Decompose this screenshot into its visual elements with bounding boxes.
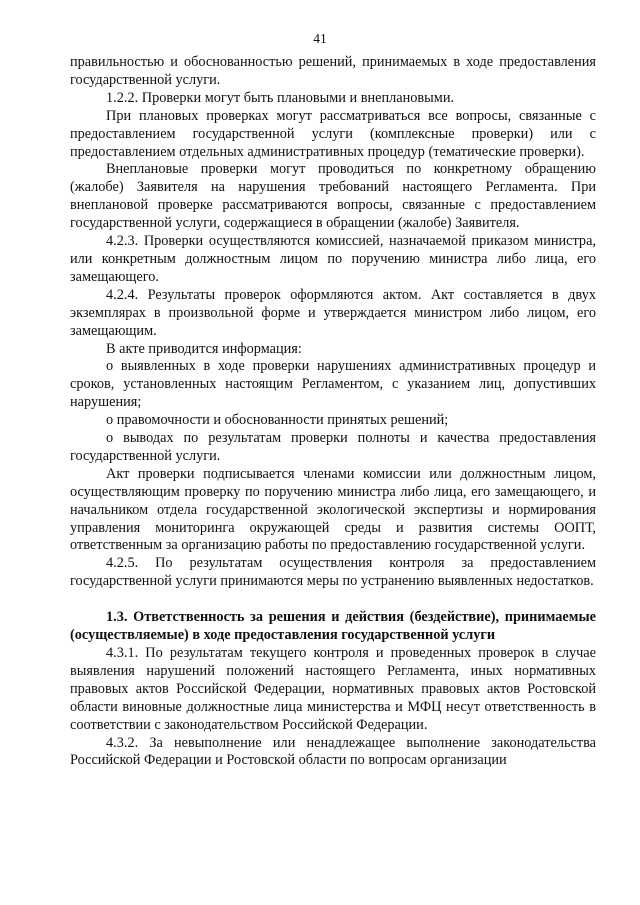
paragraph: 4.3.1. По результатам текущего контроля и проведенных проверок в случае выявления нарушений положений настоящего Регламента, иных нормативных правовых актов Российской Федерации, нормативных правовых актов Ростовской области виновные должностные лица министерства и МФЦ несут ответственность в соответствии с законодательством Российской Федерации. bbox=[70, 645, 596, 733]
paragraph: 4.2.3. Проверки осуществляются комиссией, назначаемой приказом министра, или конкретным должностным лицом по поручению министра либо лица, его замещающего. bbox=[70, 233, 596, 285]
paragraph: 4.2.4. Результаты проверок оформляются актом. Акт составляется в двух экземплярах в произвольной форме и утверждается министром либо лицом, его замещающим. bbox=[70, 286, 596, 339]
paragraph: 1.2.2. Проверки могут быть плановыми и внеплановыми. bbox=[106, 89, 455, 106]
paragraph: 4.3.2. За невыполнение или ненадлежащее выполнение законодательства Российской Федерации и Ростовской области по вопросам организации bbox=[70, 734, 596, 769]
document-body bbox=[70, 54, 596, 770]
page-number: 41 bbox=[313, 31, 327, 46]
paragraph: В акте приводится информация: bbox=[106, 340, 302, 357]
paragraph: При плановых проверках могут рассматриваться все вопросы, связанные с предоставлением государственной услуги (комплексные проверки) или с предоставлением отдельных административных процедур (тематические проверки). bbox=[70, 107, 596, 160]
paragraph: Акт проверки подписывается членами комиссии или должностным лицом, осуществляющим проверку по поручению министра либо лица, его замещающего, и начальником отдела государственной экологической экспертизы и нормирования управления мониторинга окружающей среды и развития системы ООПТ, ответственным за организацию работы по предоставлению государственной услуги. bbox=[70, 465, 596, 554]
list-item: о правомочности и обоснованности принятых решений; bbox=[106, 412, 449, 429]
list-item: о выводах по результатам проверки полноты и качества предоставления государственной услуги. bbox=[70, 430, 596, 464]
section-heading: 1.3. Ответственность за решения и действия (бездействие), принимаемые (осуществляемые) в ходе предоставления государственной услуги bbox=[70, 609, 596, 644]
paragraph: 4.2.5. По результатам осуществления контроля за предоставлением государственной услуги принимаются меры по устранению выявленных недостатков. bbox=[70, 555, 596, 590]
paragraph: Внеплановые проверки могут проводиться по конкретному обращению (жалобе) Заявителя на нарушения требований настоящего Регламента. При внеплановой проверке рассматриваются вопросы, связанные с предоставлением государственной услуги, содержащиеся в обращении (жалобе) Заявителя. bbox=[70, 161, 596, 232]
list-item: о выявленных в ходе проверки нарушениях административных процедур и сроков, установленных настоящим Регламентом, с указанием лиц, допустивших нарушения; bbox=[70, 358, 596, 411]
paragraph: правильностью и обоснованностью решений, принимаемых в ходе предоставления государственной услуги. bbox=[70, 54, 596, 88]
